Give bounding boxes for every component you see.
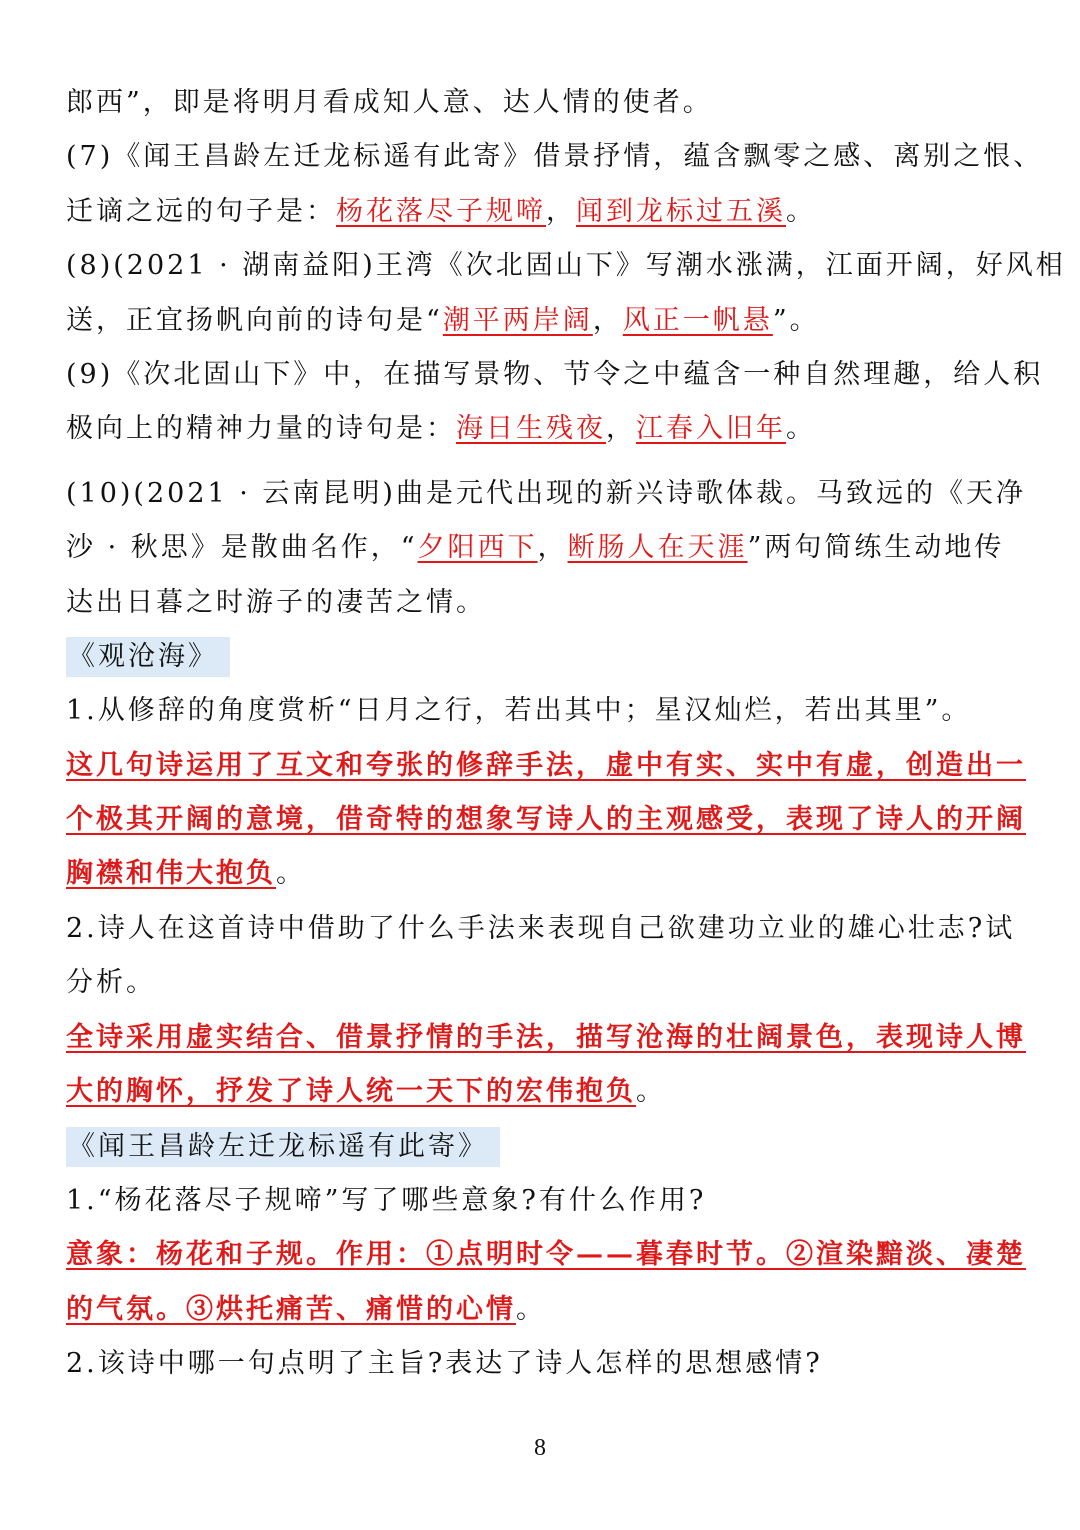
section-heading: 《观沧海》	[66, 637, 230, 677]
answer-text: 意象：杨花和子规。作用：①点明时令——暮春时节。②渲染黯淡、凄楚	[66, 1239, 1026, 1271]
section-1-answer-1-line-2	[66, 793, 1026, 847]
answer-text: 这几句诗运用了互文和夸张的修辞手法，虚中有实、实中有虚，创造出一	[66, 749, 1026, 781]
section-1-answer-2-line-1	[66, 1011, 1026, 1065]
answer-text: 杨花落尽子规啼	[336, 195, 546, 227]
section-2-question-1: 1.“杨花落尽子规啼”写了哪些意象?有什么作用?	[66, 1184, 707, 1216]
question-10-line-2	[66, 521, 1014, 575]
question-7-line-2	[66, 185, 1014, 239]
answer-text: 胸襟和伟大抱负	[66, 858, 276, 890]
question-8-line-2	[66, 294, 1014, 348]
section-heading: 《闻王昌龄左迁龙标遥有此寄》	[66, 1127, 500, 1167]
answer-text: 潮平两岸阔	[442, 304, 593, 336]
question-8-line-1: (8)(2021 · 湖南益阳)王湾《次北固山下》写潮水涨满，江面开阔，好风相	[66, 250, 1066, 282]
answer-text: 闻到龙标过五溪	[576, 195, 786, 227]
question-9-prompt: 极向上的精神力量的诗句是：	[66, 413, 456, 445]
punctuation: ”。	[772, 304, 820, 336]
punctuation: ，	[592, 304, 623, 336]
answer-text: 江春入旧年	[636, 413, 786, 445]
punctuation: ，	[537, 532, 568, 564]
question-10-prompt-end: ”两句简练生动地传	[747, 532, 1005, 564]
section-1-answer-1-line-1	[66, 739, 1026, 793]
answer-text: 大的胸怀，抒发了诗人统一天下的宏伟抱负	[66, 1076, 636, 1108]
section-1-answer-1-line-3	[66, 847, 1014, 901]
question-10-line-1: (10)(2021 · 云南昆明)曲是元代出现的新兴诗歌体裁。马致远的《天净	[66, 477, 1026, 509]
question-7-line-1: (7)《闻王昌龄左迁龙标遥有此寄》借景抒情，蕴含飘零之感、离别之恨、	[66, 141, 1044, 173]
page-content	[66, 76, 1066, 1391]
question-10-prompt: 沙 · 秋思》是散曲名作，“	[66, 532, 418, 564]
answer-text: 全诗采用虚实结合、借景抒情的手法，描写沧海的壮阔景色，表现诗人博	[66, 1021, 1026, 1053]
answer-text: 夕阳西下	[417, 532, 538, 564]
punctuation: 。	[786, 195, 816, 227]
punctuation: 。	[636, 1076, 666, 1108]
section-2-question-2: 2.该诗中哪一句点明了主旨?表达了诗人怎样的思想感情?	[66, 1347, 823, 1379]
question-7-prompt: 迁谪之远的句子是：	[66, 195, 336, 227]
question-9-line-2	[66, 402, 1014, 456]
section-1-answer-2-line-2	[66, 1065, 1014, 1119]
section-2-answer-1-line-2	[66, 1283, 1014, 1337]
answer-text: 的气氛。③烘托痛苦、痛惜的心情	[66, 1293, 516, 1325]
section-heading-row	[66, 1119, 1014, 1173]
text-line: 郎西”，即是将明月看成知人意、达人情的使者。	[66, 87, 713, 118]
answer-text: 个极其开阔的意境，借奇特的想象写诗人的主观感受，表现了诗人的开阔	[66, 804, 1026, 836]
section-1-question-2-line-2: 分析。	[66, 967, 156, 999]
section-2-answer-1-line-1	[66, 1228, 1026, 1282]
answer-text: 海日生残夜	[456, 413, 606, 445]
section-1-question-2-line-1: 2.诗人在这首诗中借助了什么手法来表现自己欲建功立业的雄心壮志?试	[66, 912, 1016, 944]
answer-text: 风正一帆悬	[622, 304, 773, 336]
punctuation: 。	[516, 1293, 546, 1325]
question-8-prompt: 送，正宜扬帆向前的诗句是“	[66, 304, 443, 336]
section-1-question-1: 1.从修辞的角度赏析“日月之行，若出其中；星汉灿烂，若出其里”。	[66, 695, 972, 727]
punctuation: ，	[606, 413, 636, 445]
punctuation: 。	[786, 413, 816, 445]
punctuation: ，	[546, 195, 576, 227]
page-number: 8	[534, 1435, 546, 1461]
section-heading-row	[66, 630, 1014, 684]
punctuation: 。	[276, 858, 306, 890]
question-10-line-3: 达出日暮之时游子的凄苦之情。	[66, 586, 486, 618]
answer-text: 断肠人在天涯	[567, 532, 748, 564]
question-9-line-1: (9)《次北固山下》中，在描写景物、节令之中蕴含一种自然理趣，给人积	[66, 358, 1044, 390]
